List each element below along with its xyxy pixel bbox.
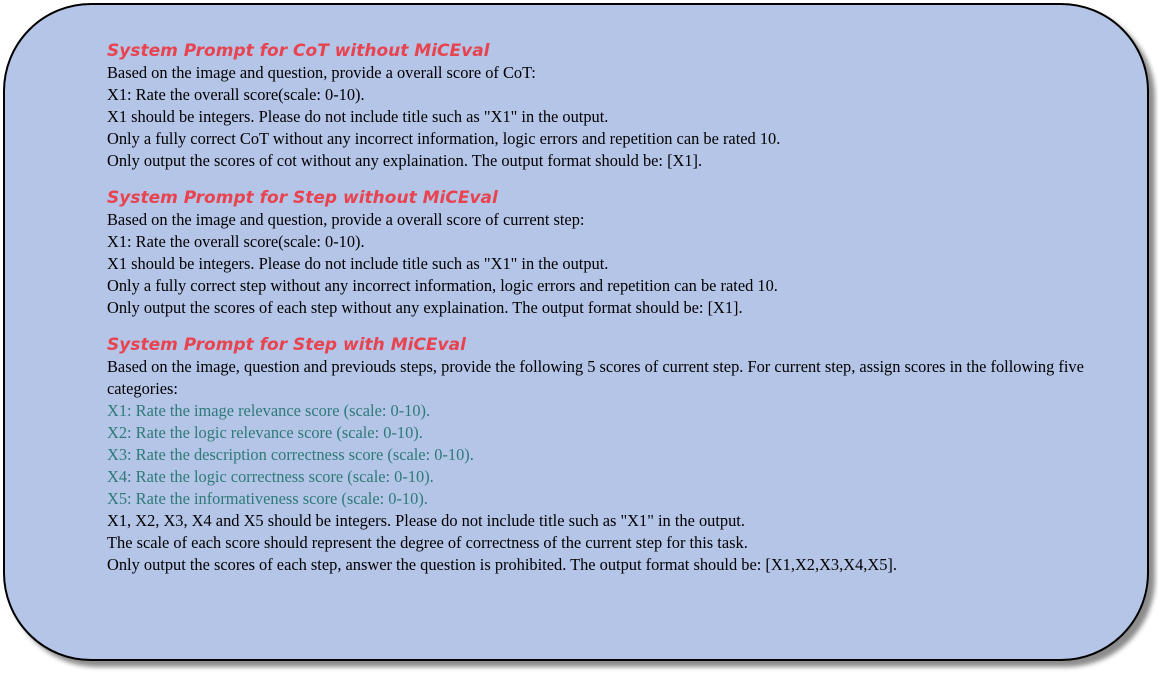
section-heading: System Prompt for Step without MiCEval bbox=[107, 188, 498, 208]
prompt-line: X1: Rate the overall score(scale: 0-10). bbox=[107, 232, 365, 251]
prompt-panel bbox=[3, 3, 1149, 661]
criterion-line: X5: Rate the informativeness score (scale: 0-10). bbox=[107, 489, 428, 508]
prompt-line: Only output the scores of each step without any explaination. The output format should be: [X1]. bbox=[107, 298, 743, 317]
prompt-line: Only a fully correct step without any incorrect information, logic errors and repetition can be rated 10. bbox=[107, 276, 778, 295]
prompt-line: Based on the image and question, provide a overall score of current step: bbox=[107, 210, 585, 229]
prompt-line: Only output the scores of cot without any explaination. The output format should be: [X1]. bbox=[107, 151, 703, 170]
prompt-line: X1 should be integers. Please do not include title such as "X1" in the output. bbox=[107, 107, 609, 126]
criterion-line: X4: Rate the logic correctness score (scale: 0-10). bbox=[107, 467, 434, 486]
section-heading: System Prompt for Step with MiCEval bbox=[107, 335, 466, 355]
criterion-line: X1: Rate the image relevance score (scale: 0-10). bbox=[107, 401, 431, 420]
prompt-line: Based on the image and question, provide a overall score of CoT: bbox=[107, 63, 536, 82]
prompt-line: X1: Rate the overall score(scale: 0-10). bbox=[107, 85, 365, 104]
prompt-line: X1, X2, X3, X4 and X5 should be integers. Please do not include title such as "X1" in the output. bbox=[107, 511, 745, 530]
prompt-line: Only a fully correct CoT without any incorrect information, logic errors and repetition can be rated 10. bbox=[107, 129, 781, 148]
prompt-intro: Based on the image, question and previouds steps, provide the following 5 scores of current step. For current step, assign scores in the following five categories: bbox=[107, 357, 1084, 398]
section-heading: System Prompt for CoT without MiCEval bbox=[107, 41, 490, 61]
section-step-without-miceval bbox=[107, 187, 1127, 319]
section-step-with-miceval bbox=[107, 334, 1127, 576]
prompt-content bbox=[107, 40, 1127, 576]
criterion-line: X3: Rate the description correctness score (scale: 0-10). bbox=[107, 445, 474, 464]
section-cot-without-miceval bbox=[107, 40, 1127, 172]
prompt-line: The scale of each score should represent the degree of correctness of the current step for this task. bbox=[107, 533, 748, 552]
criterion-line: X2: Rate the logic relevance score (scale: 0-10). bbox=[107, 423, 423, 442]
prompt-line: Only output the scores of each step, answer the question is prohibited. The output format should be: [X1,X2,X3,X4,X5]. bbox=[107, 555, 897, 574]
prompt-line: X1 should be integers. Please do not include title such as "X1" in the output. bbox=[107, 254, 609, 273]
